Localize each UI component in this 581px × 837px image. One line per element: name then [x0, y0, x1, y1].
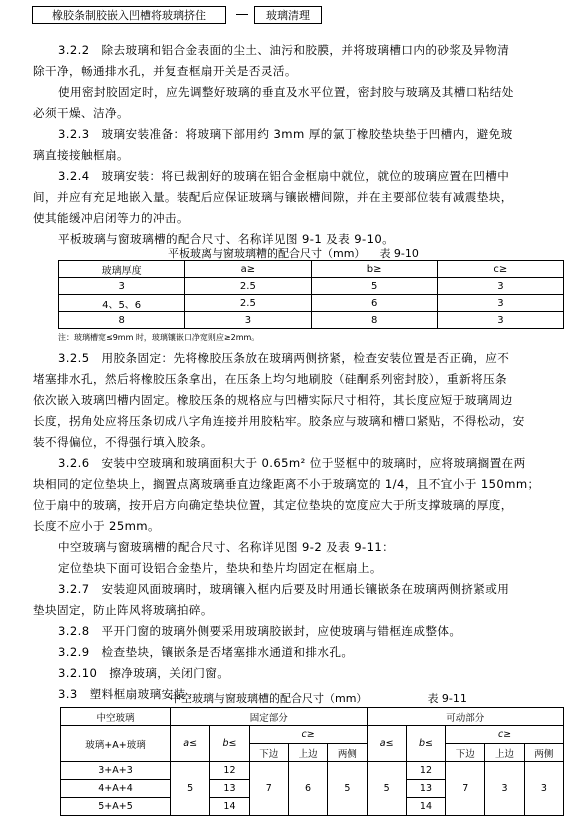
paragraph-line: 3.2.9 检查垫块，镶嵌条是否堵塞排水通道和排水孔。: [58, 645, 354, 659]
table-number: 表 9-10: [379, 247, 419, 260]
paragraph-line: 定位垫块下面可设铝合金垫片，垫块和垫片均固定在框扇上。: [58, 561, 382, 575]
table-caption: [168, 245, 419, 261]
header-cell: 上边: [485, 744, 524, 762]
table-cell: 3+A+3: [61, 762, 171, 780]
header-cell: 两侧: [524, 744, 563, 762]
paragraph-line: 长度不应小于 25mm。: [33, 519, 160, 533]
table-row: [59, 278, 564, 295]
table-cell: 2.5: [185, 278, 311, 295]
paragraph-line: 中空玻璃与窗玻璃槽的配合尺寸、名称详见图 9-2 及表 9-11：: [58, 540, 395, 554]
flow-step-box: 橡胶条制胶嵌入凹槽将玻璃挤住: [32, 6, 226, 24]
table-row: [61, 762, 564, 780]
header-cell: 固定部分: [171, 708, 367, 726]
paragraph-line: 璃直接接触框扇。: [33, 148, 129, 162]
table-cell: 14: [406, 798, 445, 816]
table-cell: 7: [249, 762, 288, 816]
header-cell: b≥: [311, 261, 437, 278]
paragraph-line: 长度，拐角处应将压条切成八字角连接并用胶粘牢。胶条应与玻璃和槽口紧贴，不得松动，安: [33, 414, 525, 428]
header-cell: 上边: [288, 744, 327, 762]
table-cell: 12: [406, 762, 445, 780]
paragraph-line: 必须干燥、洁净。: [33, 106, 129, 120]
table-cell: 13: [210, 780, 249, 798]
paragraph-line: 堵塞排水孔，然后将橡胶压条拿出，在压条上均匀地刷胶（硅酮系列密封胶），重新将压条: [33, 372, 507, 386]
paragraph-line: 使用密封胶固定时，应先调整好玻璃的垂直及水平位置，密封胶与玻璃及其槽口粘结处: [58, 85, 514, 99]
table-9-10: [58, 260, 564, 329]
paragraph-line: 3.2.6 安装中空玻璃和玻璃面积大于 0.65m² 位于竖框中的玻璃时，应将玻璃搁置在两: [58, 456, 526, 470]
section-heading: 3.3 塑料框扇玻璃安装: [58, 687, 186, 701]
table-row: [59, 295, 564, 312]
header-cell: b≤: [210, 726, 249, 762]
table-title: 平板玻离与窗玻璃糟的配合尺寸（mm）: [168, 247, 366, 260]
paragraph-line: 垫块固定，防止阵风将玻璃拍碎。: [33, 603, 213, 617]
paragraph-line: 3.2.2 除去玻璃和铝合金表面的尘土、油污和胶膜，并将玻璃槽口内的砂浆及异物清: [58, 43, 510, 57]
flow-arrow: [236, 14, 248, 15]
table-cell: 3: [437, 295, 563, 312]
header-cell: 下边: [446, 744, 485, 762]
paragraph-line: 3.2.7 安装迎风面玻璃时，玻璃镶入框内后要及时用通长镶嵌条在玻璃两侧挤紧或用: [58, 582, 510, 596]
paragraph-line: 依次嵌入玻璃凹槽内固定。橡胶压条的规格应与凹槽实际尺寸相符，其长度应短于玻璃周边: [33, 393, 513, 407]
paragraph-line: 3.2.5 用胶条固定：先将橡胶压条放在玻璃两侧挤紧，检查安装位置是否正确，应不: [58, 351, 510, 365]
table-cell: 2.5: [185, 295, 311, 312]
header-cell: c≥: [446, 726, 564, 744]
paragraph-line: 装不得偏位，不得强行填入胶条。: [33, 435, 213, 449]
table-cell: 3: [185, 312, 311, 329]
table-header-row: [59, 261, 564, 278]
header-cell: 玻璃+A+玻璃: [61, 726, 171, 762]
table-cell: 3: [437, 278, 563, 295]
table-cell: 8: [59, 312, 185, 329]
table-cell: 5: [171, 762, 210, 816]
paragraph-line: 平板玻璃与窗玻璃槽的配合尺寸、名称详见图 9-1 及表 9-10。: [58, 232, 395, 246]
table-cell: 3: [59, 278, 185, 295]
header-cell: a≤: [367, 726, 406, 762]
table-cell: 4+A+4: [61, 780, 171, 798]
table-cell: 5: [311, 278, 437, 295]
table-cell: 6: [288, 762, 327, 816]
table-cell: 7: [446, 762, 485, 816]
paragraph-line: 3.2.8 平开门窗的玻璃外侧要采用玻璃胶嵌封，应使玻璃与错框连成整体。: [58, 624, 462, 638]
table-cell: 12: [210, 762, 249, 780]
table-cell: 3: [524, 762, 563, 816]
table-cell: 8: [311, 312, 437, 329]
header-cell: 可动部分: [367, 708, 563, 726]
table-cell: 3: [485, 762, 524, 816]
paragraph-line: 3.2.4 玻璃安装：将已裁割好的玻璃在铝合金框扇中就位，就位的玻璃应置在凹槽中: [58, 169, 510, 183]
paragraph-line: 块相同的定位垫块上，搁置点离玻璃垂直边缘距离不小于玻璃宽的 1/4，且不宜小于 150mm；: [33, 477, 540, 491]
table-header-row: [61, 708, 564, 726]
table-row: [59, 312, 564, 329]
table-cell: 13: [406, 780, 445, 798]
paragraph-line: 除干净，畅通排水孔，并复查框扇开关是否灵活。: [33, 64, 297, 78]
header-cell: 两侧: [328, 744, 367, 762]
paragraph-line: 位于扇中的玻璃，按开启方向确定垫块位置，其定位垫块的宽度应大于所支撑玻璃的厚度，: [33, 498, 513, 512]
table-cell: 6: [311, 295, 437, 312]
header-cell: 下边: [249, 744, 288, 762]
header-cell: 中空玻璃: [61, 708, 171, 726]
table-cell: 5: [367, 762, 406, 816]
paragraph-line: 间，并应有充足地嵌入量。装配后应保证玻璃与镶嵌槽间隙，并在主要部位装有减震垫块，: [33, 190, 513, 204]
flow-step-box: 玻璃清理: [254, 6, 322, 24]
table-note: 注：玻璃槽宽≤9mm 时，玻璃镶嵌口净宽则应≥2mm。: [58, 333, 260, 342]
header-cell: c≥: [249, 726, 367, 744]
table-number: 表 9-11: [427, 692, 467, 705]
paragraph-line: 3.2.10 擦净玻璃，关闭门窗。: [58, 666, 230, 680]
header-cell: a≥: [185, 261, 311, 278]
table-cell: 14: [210, 798, 249, 816]
table-9-11: [60, 707, 564, 816]
table-caption: [170, 690, 467, 706]
paragraph-line: 3.2.3 玻璃安装准备：将玻璃下部用约 3mm 厚的氯丁橡胶垫块垫于凹槽内，避免玻: [58, 127, 513, 141]
paragraph-line: 使其能缓冲启闭等力的冲击。: [33, 211, 189, 225]
table-cell: 3: [437, 312, 563, 329]
table-title: 中空玻璃与窗玻璃槽的配合尺寸（mm）: [170, 692, 368, 705]
table-cell: 4、5、6: [59, 295, 185, 312]
table-cell: 5: [328, 762, 367, 816]
header-cell: c≥: [437, 261, 563, 278]
header-cell: b≤: [406, 726, 445, 762]
table-cell: 5+A+5: [61, 798, 171, 816]
header-cell: a≤: [171, 726, 210, 762]
header-cell: 玻璃厚度: [59, 261, 185, 278]
table-header-row: [61, 726, 564, 744]
